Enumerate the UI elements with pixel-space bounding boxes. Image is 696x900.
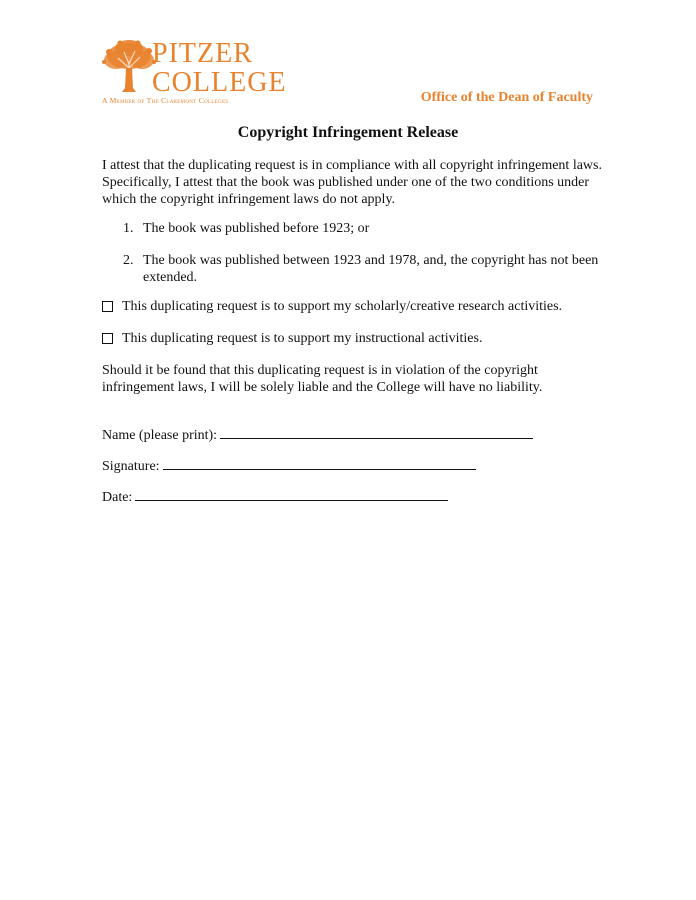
instructional-checkbox-row[interactable] bbox=[102, 330, 482, 347]
date-field-label: Date: bbox=[102, 490, 133, 505]
condition-text: The book was published between 1923 and 1978, and, the copyright has not been extended. bbox=[143, 253, 599, 285]
research-checkbox[interactable] bbox=[102, 301, 113, 312]
signature-field-label: Signature: bbox=[102, 459, 160, 474]
logo-word-pitzer: PITZER bbox=[152, 38, 253, 69]
name-input-line[interactable] bbox=[220, 425, 533, 439]
condition-number: 2. bbox=[123, 253, 134, 268]
condition-text: The book was published before 1923; or bbox=[143, 221, 370, 236]
name-field-label: Name (please print): bbox=[102, 428, 218, 443]
date-field bbox=[102, 487, 448, 506]
research-checkbox-label: This duplicating request is to support my scholarly/creative research activities. bbox=[122, 299, 563, 314]
date-input-line[interactable] bbox=[135, 487, 448, 501]
logo-tagline: A Member of The Claremont Colleges bbox=[102, 96, 229, 105]
college-name bbox=[152, 40, 287, 97]
condition-item bbox=[123, 252, 623, 286]
research-checkbox-row[interactable] bbox=[102, 298, 562, 315]
instructional-checkbox[interactable] bbox=[102, 333, 113, 344]
condition-item bbox=[123, 220, 623, 237]
intro-paragraph: I attest that the duplicating request is in compliance with all copyright infringement laws. Specifically, I attest that the book was published under one of the two conditions under which the copyright infringement laws do not apply. bbox=[102, 158, 602, 207]
document-title: Copyright Infringement Release bbox=[237, 124, 459, 141]
signature-input-line[interactable] bbox=[163, 456, 476, 470]
name-field bbox=[102, 425, 533, 444]
signature-field bbox=[102, 456, 476, 475]
condition-number: 1. bbox=[123, 221, 134, 236]
tree-icon bbox=[100, 38, 158, 96]
logo-word-college: COLLEGE bbox=[152, 67, 287, 98]
liability-paragraph: Should it be found that this duplicating request is in violation of the copyright infringement laws, I will be solely liable and the College will have no liability. bbox=[102, 363, 543, 395]
instructional-checkbox-label: This duplicating request is to support my instructional activities. bbox=[122, 331, 483, 346]
pitzer-college-logo bbox=[100, 38, 287, 108]
office-heading: Office of the Dean of Faculty bbox=[420, 90, 593, 105]
